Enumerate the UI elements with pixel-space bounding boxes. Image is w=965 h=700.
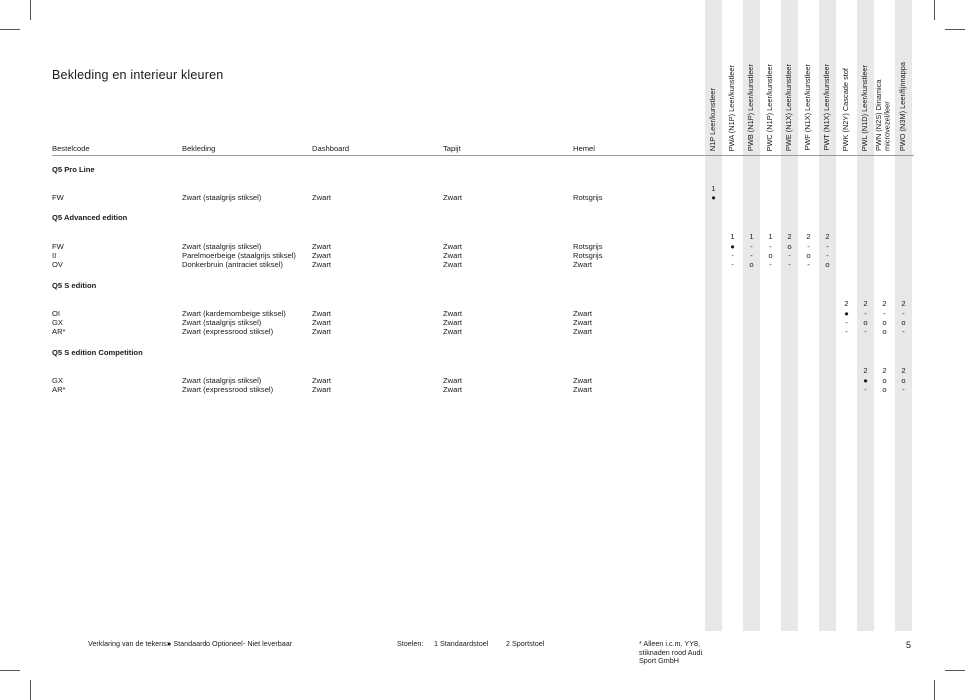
row-carpet: Zwart bbox=[443, 309, 462, 318]
availability-cell: o bbox=[806, 251, 811, 260]
seat-marker: 1 bbox=[711, 184, 716, 193]
row-upholstery: Zwart (kardemombeige stiksel) bbox=[182, 309, 286, 318]
option-col-pwk: PWK (N2Y) Cascade stof bbox=[841, 67, 850, 151]
availability-cell: - bbox=[864, 385, 867, 394]
availability-cell: - bbox=[845, 318, 848, 327]
row-carpet: Zwart bbox=[443, 385, 462, 394]
row-carpet: Zwart bbox=[443, 327, 462, 336]
option-col-pwe: PWE (N1X) Leer/kunstleer bbox=[784, 63, 793, 151]
row-headliner: Zwart bbox=[573, 327, 592, 336]
header-divider bbox=[52, 155, 914, 156]
page-title: Bekleding en interieur kleuren bbox=[52, 68, 224, 82]
row-dashboard: Zwart bbox=[312, 309, 331, 318]
row-headliner: Zwart bbox=[573, 376, 592, 385]
option-col-pwa: PWA (N1P) Leer/kunstleer bbox=[727, 64, 736, 151]
option-col-pwo: PWO (N3M) Leer/fijnnappa bbox=[898, 61, 907, 151]
row-headliner: Rotsgrijs bbox=[573, 242, 603, 251]
availability-cell: o bbox=[901, 376, 906, 385]
availability-cell: ● bbox=[711, 193, 716, 202]
seat-marker: 2 bbox=[844, 299, 849, 308]
availability-cell: - bbox=[826, 251, 829, 260]
availability-cell: o bbox=[882, 385, 887, 394]
legend-label: Verklaring van de tekens: bbox=[88, 639, 169, 648]
header-upholstery: Bekleding bbox=[182, 144, 216, 153]
option-col-pwn bbox=[875, 41, 893, 151]
row-dashboard: Zwart bbox=[312, 327, 331, 336]
option-col-pwl: PWL (N1D) Leer/kunstleer bbox=[860, 64, 869, 151]
seat-marker: 1 bbox=[768, 232, 773, 241]
row-code: II bbox=[52, 251, 57, 260]
option-col-pwf: PWF (N1X) Leer/kunstleer bbox=[803, 64, 812, 151]
seat-type-2: 2 Sportstoel bbox=[506, 639, 545, 648]
seat-marker: 2 bbox=[806, 232, 811, 241]
section-title: Q5 Advanced edition bbox=[52, 213, 128, 222]
legend-standard: ● Standaard bbox=[167, 639, 207, 648]
crop-mark bbox=[945, 670, 965, 671]
seat-marker: 2 bbox=[901, 366, 906, 375]
availability-cell: o bbox=[882, 376, 887, 385]
crop-mark bbox=[30, 680, 31, 700]
legend-unavailable: - Niet leverbaar bbox=[243, 639, 293, 648]
row-code: FW bbox=[52, 193, 64, 202]
row-dashboard: Zwart bbox=[312, 193, 331, 202]
row-upholstery: Zwart (expressrood stiksel) bbox=[182, 327, 274, 336]
row-carpet: Zwart bbox=[443, 251, 462, 260]
legend-optional: o Optioneel bbox=[206, 639, 243, 648]
availability-cell: o bbox=[901, 318, 906, 327]
row-carpet: Zwart bbox=[443, 376, 462, 385]
availability-cell: - bbox=[731, 260, 734, 269]
row-headliner: Zwart bbox=[573, 385, 592, 394]
row-code: GX bbox=[52, 318, 63, 327]
row-upholstery: Zwart (staalgrijs stiksel) bbox=[182, 242, 262, 251]
footnote: * Alleen i.c.m. YY8, stiknaden rood Audi Sport GmbH bbox=[639, 639, 703, 666]
availability-cell: o bbox=[825, 260, 830, 269]
availability-cell: - bbox=[826, 242, 829, 251]
row-dashboard: Zwart bbox=[312, 376, 331, 385]
crop-mark bbox=[30, 0, 31, 20]
availability-cell: o bbox=[882, 318, 887, 327]
seats-label: Stoelen: bbox=[397, 639, 424, 648]
availability-cell: o bbox=[863, 318, 868, 327]
availability-cell: - bbox=[788, 260, 791, 269]
row-carpet: Zwart bbox=[443, 260, 462, 269]
row-upholstery: Donkerbruin (antraciet stiksel) bbox=[182, 260, 283, 269]
crop-mark bbox=[934, 0, 935, 20]
availability-cell: - bbox=[750, 251, 753, 260]
availability-cell: - bbox=[902, 385, 905, 394]
header-dashboard: Dashboard bbox=[312, 144, 350, 153]
header-carpet: Tapijt bbox=[443, 144, 461, 153]
seat-marker: 1 bbox=[730, 232, 735, 241]
availability-cell: - bbox=[864, 309, 867, 318]
seat-marker: 2 bbox=[901, 299, 906, 308]
seat-marker: 1 bbox=[749, 232, 754, 241]
row-code: GX bbox=[52, 376, 63, 385]
crop-mark bbox=[945, 29, 965, 30]
row-dashboard: Zwart bbox=[312, 251, 331, 260]
row-code: OI bbox=[52, 309, 61, 318]
availability-cell: - bbox=[807, 260, 810, 269]
availability-cell: o bbox=[882, 327, 887, 336]
availability-cell: ● bbox=[863, 376, 868, 385]
row-dashboard: Zwart bbox=[312, 242, 331, 251]
row-dashboard: Zwart bbox=[312, 385, 331, 394]
row-dashboard: Zwart bbox=[312, 260, 331, 269]
availability-cell: - bbox=[788, 251, 791, 260]
header-headliner: Hemel bbox=[573, 144, 595, 153]
row-carpet: Zwart bbox=[443, 193, 462, 202]
section-title: Q5 S edition Competition bbox=[52, 348, 143, 357]
crop-mark bbox=[0, 29, 20, 30]
seat-marker: 2 bbox=[825, 232, 830, 241]
option-col-pwn-label: PWN (N2S) Dinamica microvezel/leer bbox=[874, 79, 892, 151]
availability-cell: o bbox=[787, 242, 792, 251]
seat-marker: 2 bbox=[882, 366, 887, 375]
seat-type-1: 1 Standaardstoel bbox=[434, 639, 489, 648]
seat-marker: 2 bbox=[787, 232, 792, 241]
crop-mark bbox=[934, 680, 935, 700]
option-col-n1p: N1P Leer/kunstleer bbox=[708, 87, 717, 151]
row-dashboard: Zwart bbox=[312, 318, 331, 327]
row-code: FW bbox=[52, 242, 64, 251]
availability-cell: ● bbox=[844, 309, 849, 318]
row-code: OV bbox=[52, 260, 63, 269]
section-title: Q5 S edition bbox=[52, 281, 97, 290]
availability-cell: - bbox=[864, 327, 867, 336]
seat-marker: 2 bbox=[863, 299, 868, 308]
crop-mark bbox=[0, 670, 20, 671]
row-headliner: Zwart bbox=[573, 318, 592, 327]
row-headliner: Zwart bbox=[573, 260, 592, 269]
row-upholstery: Zwart (staalgrijs stiksel) bbox=[182, 376, 262, 385]
availability-cell: - bbox=[883, 309, 886, 318]
availability-cell: - bbox=[807, 242, 810, 251]
row-upholstery: Zwart (expressrood stiksel) bbox=[182, 385, 274, 394]
availability-cell: - bbox=[731, 251, 734, 260]
row-upholstery: Zwart (staalgrijs stiksel) bbox=[182, 193, 262, 202]
section-title: Q5 Pro Line bbox=[52, 165, 95, 174]
option-col-pwt: PWT (N1X) Leer/kunstleer bbox=[822, 64, 831, 151]
row-upholstery: Zwart (staalgrijs stiksel) bbox=[182, 318, 262, 327]
page-number: 5 bbox=[906, 640, 912, 650]
availability-cell: - bbox=[750, 242, 753, 251]
row-code: AR* bbox=[52, 385, 66, 394]
row-headliner: Rotsgrijs bbox=[573, 193, 603, 202]
availability-cell: - bbox=[769, 242, 772, 251]
availability-cell: ● bbox=[730, 242, 735, 251]
availability-cell: o bbox=[749, 260, 754, 269]
availability-cell: - bbox=[845, 327, 848, 336]
row-carpet: Zwart bbox=[443, 318, 462, 327]
availability-cell: - bbox=[902, 327, 905, 336]
row-headliner: Zwart bbox=[573, 309, 592, 318]
row-upholstery: Parelmoerbeige (staalgrijs stiksel) bbox=[182, 251, 296, 260]
availability-cell: o bbox=[768, 251, 773, 260]
row-code: AR* bbox=[52, 327, 66, 336]
seat-marker: 2 bbox=[882, 299, 887, 308]
option-col-pwc: PWC (N1P) Leer/kunstleer bbox=[765, 63, 774, 151]
row-headliner: Rotsgrijs bbox=[573, 251, 603, 260]
option-col-pwb: PWB (N1P) Leer/kunstleer bbox=[746, 63, 755, 151]
seat-marker: 2 bbox=[863, 366, 868, 375]
availability-cell: - bbox=[902, 309, 905, 318]
header-order-code: Bestelcode bbox=[52, 144, 90, 153]
availability-cell: - bbox=[769, 260, 772, 269]
row-carpet: Zwart bbox=[443, 242, 462, 251]
